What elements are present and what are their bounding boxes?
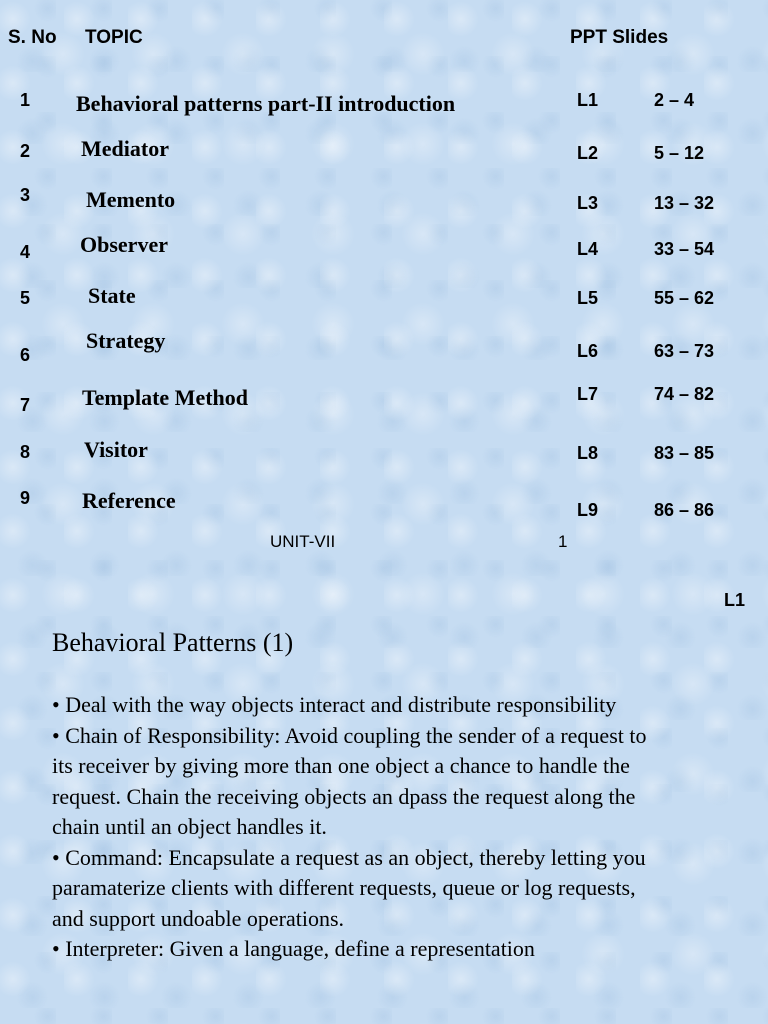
row-slides: 2 – 4 xyxy=(654,90,695,110)
row-slides: 13 – 32 xyxy=(654,193,715,213)
row-sno: 2 xyxy=(20,141,31,161)
row-lecture: L1 xyxy=(577,90,599,110)
row-sno: 7 xyxy=(20,395,31,415)
header-topic: TOPIC xyxy=(85,27,143,48)
row-slides: 63 – 73 xyxy=(654,341,715,361)
row-sno: 5 xyxy=(20,288,31,308)
row-topic: State xyxy=(88,283,136,308)
row-lecture: L8 xyxy=(577,443,599,463)
bullet-list xyxy=(52,690,652,965)
row-slides: 5 – 12 xyxy=(654,143,705,163)
row-topic: Visitor xyxy=(84,437,148,462)
lecture-tag: L1 xyxy=(724,590,746,610)
row-topic: Observer xyxy=(80,232,168,257)
row-lecture: L6 xyxy=(577,341,599,361)
row-sno: 3 xyxy=(20,185,31,205)
row-slides: 55 – 62 xyxy=(654,288,715,308)
row-lecture: L7 xyxy=(577,384,599,404)
bullet-item: • Deal with the way objects interact and distribute responsibility xyxy=(52,692,617,717)
row-lecture: L9 xyxy=(577,500,599,520)
row-lecture: L5 xyxy=(577,288,599,308)
row-topic: Behavioral patterns part-II introduction xyxy=(76,91,456,116)
row-slides: 83 – 85 xyxy=(654,443,715,463)
row-sno: 1 xyxy=(20,90,31,110)
row-sno: 6 xyxy=(20,345,31,365)
row-sno: 9 xyxy=(20,488,31,508)
row-lecture: L4 xyxy=(577,239,599,259)
row-topic: Template Method xyxy=(82,385,249,410)
slide-title: Behavioral Patterns (1) xyxy=(52,628,294,657)
row-sno: 8 xyxy=(20,442,31,462)
row-topic: Mediator xyxy=(81,136,169,161)
row-slides: 74 – 82 xyxy=(654,384,715,404)
row-sno: 4 xyxy=(20,242,31,262)
bullet-item: • Interpreter: Given a language, define a representation xyxy=(52,936,535,961)
footer-page-number: 1 xyxy=(558,532,568,551)
bullet-item: • Chain of Responsibility: Avoid coupling the sender of a request to its receiver by giving more than one object a chance to handle the request. Chain the receiving objects an dpass the request along the chain until an object handles it. xyxy=(52,722,647,839)
bullet-item: • Command: Encapsulate a request as an object, thereby letting you paramaterize clients with different requests, queue or log requests, and support undoable operations. xyxy=(52,844,646,931)
header-sno: S. No xyxy=(8,27,57,48)
row-lecture: L2 xyxy=(577,143,599,163)
row-topic: Reference xyxy=(82,488,176,513)
row-topic: Strategy xyxy=(86,328,166,353)
header-ppt-slides: PPT Slides xyxy=(570,27,669,48)
row-slides: 33 – 54 xyxy=(654,239,715,259)
footer-unit: UNIT-VII xyxy=(270,532,336,551)
row-topic: Memento xyxy=(86,187,176,212)
row-slides: 86 – 86 xyxy=(654,500,715,520)
row-lecture: L3 xyxy=(577,193,599,213)
